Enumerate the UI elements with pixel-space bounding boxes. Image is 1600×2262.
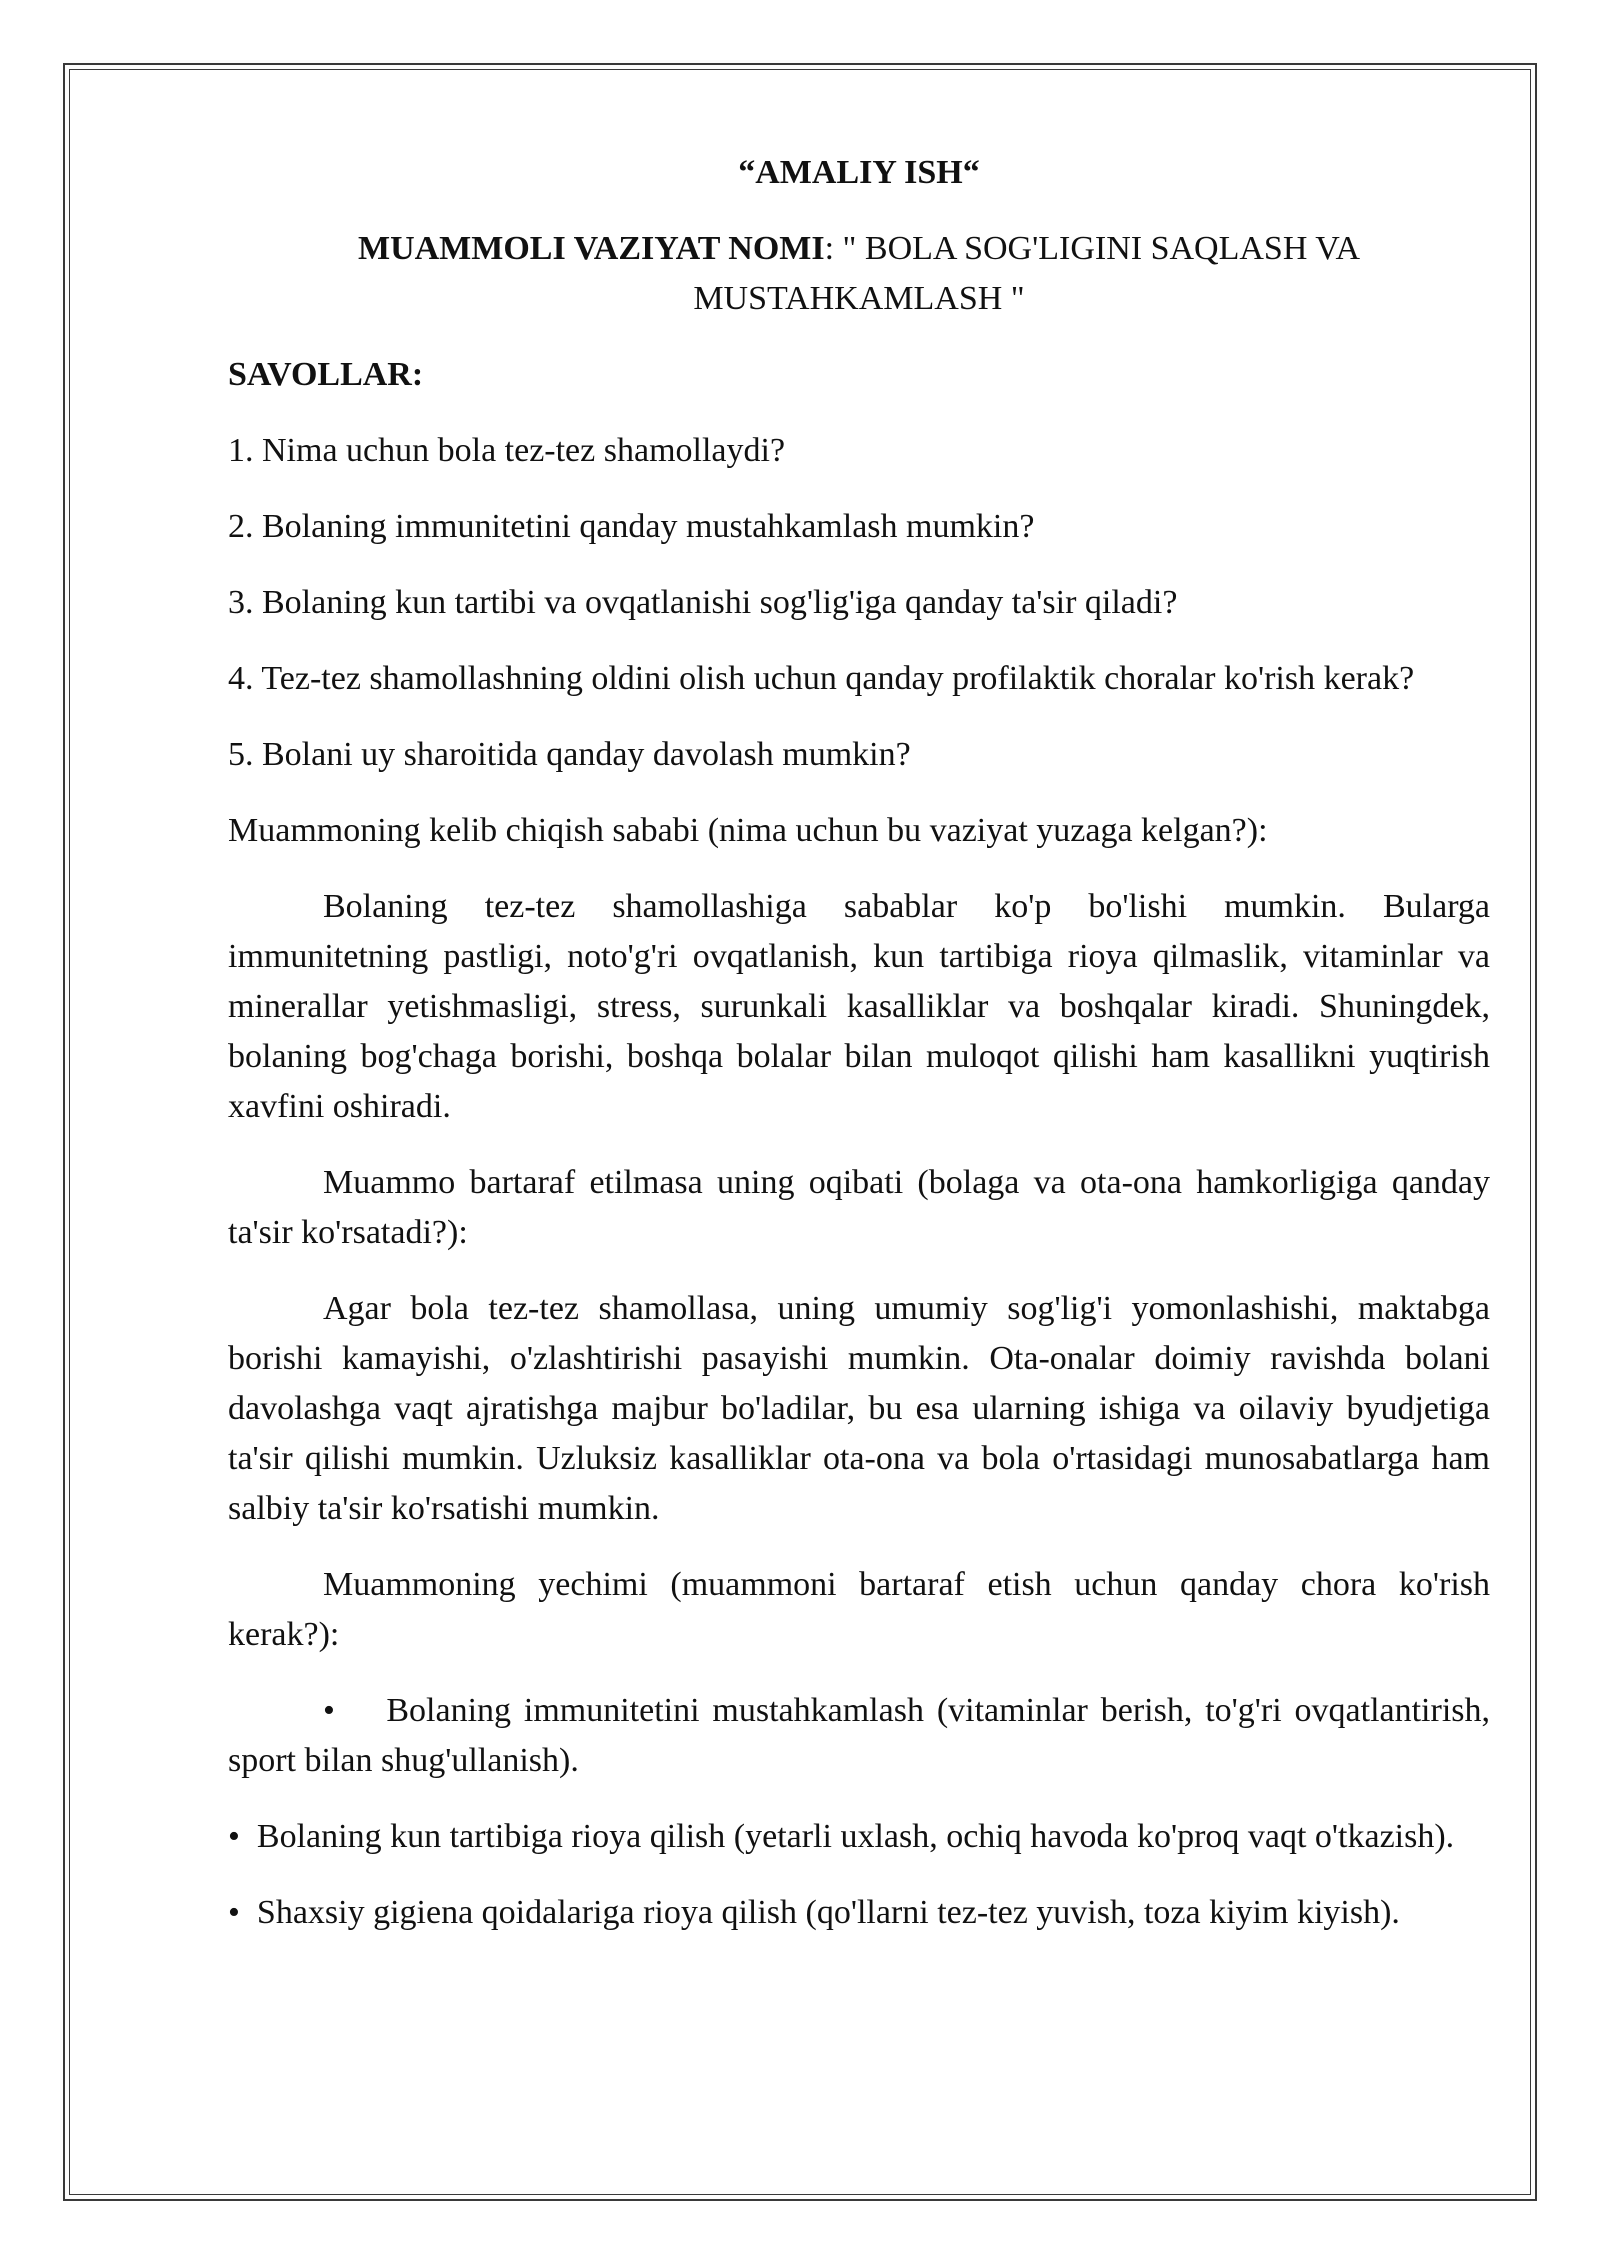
- bullet-icon: •: [228, 1818, 240, 1855]
- cause-paragraph: Bolaning tez-tez shamollashiga sabablar ko'p bo'lishi mumkin. Bularga immunitetning pastligi, noto'g'ri ovqatlanish, kun tartibiga rioya qilmaslik, vitaminlar va minerallar yetishmasligi, stress, surunkali kasalliklar va boshqalar kiradi. Shuningdek, bolaning bog'chaga borishi, boshqa bolalar bilan muloqot qilishi ham kasallikni yuqtirish xavfini oshiradi.: [228, 888, 1490, 1125]
- solution-heading: Muammoning yechimi (muammoni bartaraf etish uchun qanday chora ko'rish kerak?):: [228, 1566, 1490, 1653]
- solution-item: • Bolaning kun tartibiga rioya qilish (yetarli uxlash, ochiq havoda ko'proq vaqt o'tkazish).: [228, 1818, 1455, 1855]
- solution-item: • Bolaning immunitetini mustahkamlash (vitaminlar berish, to'g'ri ovqatlantirish, sport bilan shug'ullanish).: [228, 1692, 1490, 1779]
- bullet-icon: •: [228, 1894, 240, 1931]
- question-item: 2. Bolaning immunitetini qanday mustahkamlash mumkin?: [228, 508, 1035, 545]
- question-item: 5. Bolani uy sharoitida qanday davolash mumkin?: [228, 736, 911, 773]
- question-item: 4. Tez-tez shamollashning oldini olish uchun qanday profilaktik choralar ko'rish kerak?: [228, 660, 1415, 697]
- situation-label: MUAMMOLI VAZIYAT NOMI: [357, 230, 825, 267]
- document-body: [228, 148, 1490, 1964]
- document-title: “AMALIY ISH“: [738, 154, 980, 191]
- question-item: 3. Bolaning kun tartibi va ovqatlanishi sog'lig'iga qanday ta'sir qiladi?: [228, 584, 1178, 621]
- bullet-icon: •: [323, 1692, 335, 1729]
- situation-name: : " BOLA SOG'LIGINI SAQLASH VA MUSTAHKAMLASH ": [693, 230, 1360, 317]
- solution-item: • Shaxsiy gigiena qoidalariga rioya qilish (qo'llarni tez-tez yuvish, toza kiyim kiyish).: [228, 1894, 1400, 1931]
- question-item: 1. Nima uchun bola tez-tez shamollaydi?: [228, 432, 786, 469]
- consequence-heading: Muammo bartaraf etilmasa uning oqibati (bolaga va ota-ona hamkorligiga qanday ta'sir ko'rsatadi?):: [228, 1164, 1490, 1251]
- cause-heading: Muammoning kelib chiqish sababi (nima uchun bu vaziyat yuzaga kelgan?):: [228, 812, 1268, 849]
- questions-heading: SAVOLLAR:: [228, 356, 424, 393]
- consequence-paragraph: Agar bola tez-tez shamollasa, uning umumiy sog'lig'i yomonlashishi, maktabga borishi kamayishi, o'zlashtirishi pasayishi mumkin. Ota-onalar doimiy ravishda bolani davolashga vaqt ajratishga majbur bo'ladilar, bu esa ularning ishiga va oilaviy byudjetiga ta'sir qilishi mumkin. Uzluksiz kasalliklar ota-ona va bola o'rtasidagi munosabatlarga ham salbiy ta'sir ko'rsatishi mumkin.: [228, 1290, 1490, 1527]
- situation-title: [228, 224, 1490, 324]
